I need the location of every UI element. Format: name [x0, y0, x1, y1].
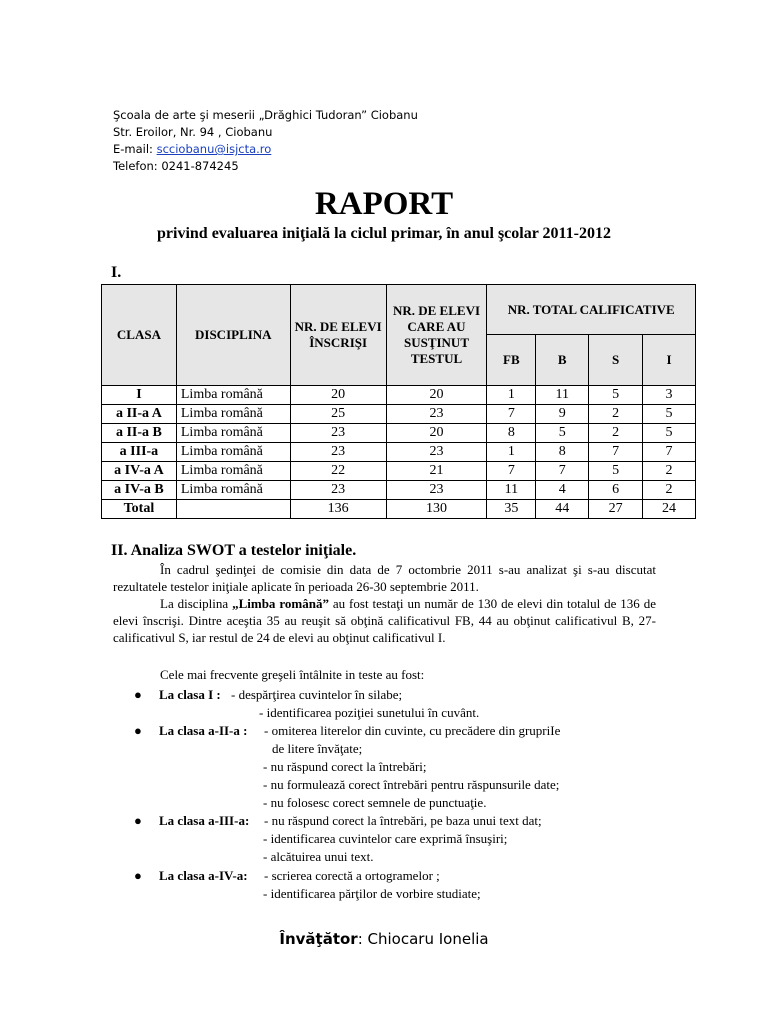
cell-i: 2	[643, 481, 696, 500]
cell-fb: 1	[487, 386, 536, 405]
cell-s: 2	[589, 405, 643, 424]
error-line: - alcătuirea unui text.	[263, 849, 374, 864]
cell-total-s: 27	[589, 500, 643, 519]
error-line: - nu răspund corect la întrebări, pe baza unui text dat;	[264, 813, 542, 828]
error-line: - identificarea poziţiei sunetului în cuvânt.	[259, 705, 480, 720]
cell-fb: 1	[487, 443, 536, 462]
header-inscrisi: NR. DE ELEVI ÎNSCRIŞI	[290, 285, 386, 386]
error-line: - identificarea părţilor de vorbire studiate;	[263, 886, 481, 901]
header-clasa: CLASA	[102, 285, 177, 386]
cell-disciplina: Limba română	[176, 462, 290, 481]
results-table	[101, 284, 696, 519]
cell-sustinut: 21	[386, 462, 487, 481]
cell-i: 2	[643, 462, 696, 481]
error-line: - nu răspund corect la întrebări;	[263, 759, 427, 774]
errors-lead: Cele mai frecvente greşeli întâlnite in teste au fost:	[160, 667, 425, 682]
cell-inscrisi: 25	[290, 405, 386, 424]
cell-clasa: a IV-a B	[102, 481, 177, 500]
cell-s: 7	[589, 443, 643, 462]
cell-disciplina: Limba română	[176, 405, 290, 424]
bullet-icon: ●	[134, 813, 142, 828]
cell-s: 6	[589, 481, 643, 500]
error-line: - nu formulează corect întrebări pentru răspunsurile date;	[263, 777, 560, 792]
cell-inscrisi: 22	[290, 462, 386, 481]
cell-disciplina: Limba română	[176, 386, 290, 405]
paragraph-1: În cadrul şedinţei de comisie din data de 7 octombrie 2011 s-au analizat şi s-au discutat rezultatele testelor iniţiale aplicate în perioada 26-30 septembrie 2011.	[113, 562, 656, 594]
report-title: RAPORT	[314, 186, 454, 222]
cell-disciplina: Limba română	[176, 481, 290, 500]
bullet-icon: ●	[134, 687, 142, 702]
bullet-icon: ●	[134, 723, 142, 738]
header-i: I	[643, 335, 696, 386]
cell-fb: 8	[487, 424, 536, 443]
cell-total-disciplina	[176, 500, 290, 519]
cell-sustinut: 23	[386, 481, 487, 500]
cell-total-inscrisi: 136	[290, 500, 386, 519]
email-label: E-mail:	[113, 142, 157, 156]
cell-b: 5	[536, 424, 589, 443]
section-1-heading: I.	[111, 264, 122, 281]
header-calificative: NR. TOTAL CALIFICATIVE	[487, 285, 696, 335]
header-fb: FB	[487, 335, 536, 386]
cell-i: 3	[643, 386, 696, 405]
cell-s: 5	[589, 462, 643, 481]
signature-name: Chiocaru Ionelia	[367, 930, 489, 948]
paragraph-2-post: au fost testaţi un număr de 130 de elevi din totalul de 136 de elevi înscrişi. Dintre aceştia 35 au reuşit să obţină calificativul FB, 44 au obţinut calificativul B, 27- calificativul S, iar restul de 24 de elevi au obţinut calificativul I.	[113, 596, 656, 645]
cell-inscrisi: 20	[290, 386, 386, 405]
school-phone: Telefon: 0241-874245	[113, 159, 239, 173]
table-row	[102, 386, 696, 405]
cell-b: 11	[536, 386, 589, 405]
cell-clasa: I	[102, 386, 177, 405]
error-group-label: La clasa a-III-a:	[159, 813, 250, 828]
school-header	[113, 107, 418, 175]
school-email-line	[113, 141, 418, 158]
cell-sustinut: 20	[386, 424, 487, 443]
cell-inscrisi: 23	[290, 481, 386, 500]
error-group-label: La clasa a-II-a :	[159, 723, 248, 738]
cell-b: 9	[536, 405, 589, 424]
signature-separator: :	[357, 930, 368, 948]
cell-s: 5	[589, 386, 643, 405]
cell-clasa: a II-a B	[102, 424, 177, 443]
cell-i: 5	[643, 424, 696, 443]
cell-disciplina: Limba română	[176, 424, 290, 443]
paragraph-2-subject: „Limba română”	[232, 596, 329, 611]
bullet-icon: ●	[134, 868, 142, 883]
error-group-label: La clasa I :	[159, 687, 221, 702]
cell-b: 8	[536, 443, 589, 462]
cell-clasa: a III-a	[102, 443, 177, 462]
signature-line	[0, 930, 768, 948]
cell-sustinut: 20	[386, 386, 487, 405]
cell-fb: 11	[487, 481, 536, 500]
table-row	[102, 481, 696, 500]
cell-total-i: 24	[643, 500, 696, 519]
signature-label: Învăţător	[279, 930, 358, 948]
error-line: - scrierea corectă a ortogramelor ;	[264, 868, 440, 883]
cell-b: 4	[536, 481, 589, 500]
cell-fb: 7	[487, 462, 536, 481]
cell-total-sustinut: 130	[386, 500, 487, 519]
cell-total-b: 44	[536, 500, 589, 519]
cell-total-fb: 35	[487, 500, 536, 519]
error-line: de litere învăţate;	[272, 741, 363, 756]
cell-s: 2	[589, 424, 643, 443]
cell-fb: 7	[487, 405, 536, 424]
header-s: S	[589, 335, 643, 386]
error-line: - nu folosesc corect semnele de punctuaţie.	[263, 795, 487, 810]
table-row	[102, 405, 696, 424]
section-2-heading: II. Analiza SWOT a testelor iniţiale.	[111, 542, 357, 559]
cell-clasa: a IV-a A	[102, 462, 177, 481]
cell-clasa: a II-a A	[102, 405, 177, 424]
email-link[interactable]: scciobanu@isjcta.ro	[156, 142, 272, 156]
paragraph-2	[113, 595, 656, 646]
cell-sustinut: 23	[386, 405, 487, 424]
cell-sustinut: 23	[386, 443, 487, 462]
table-row	[102, 443, 696, 462]
school-address: Str. Eroilor, Nr. 94 , Ciobanu	[113, 125, 273, 139]
analysis-text	[113, 561, 656, 646]
table-row	[102, 462, 696, 481]
header-sustinut: NR. DE ELEVI CARE AU SUSŢINUT TESTUL	[386, 285, 487, 386]
error-line: - identificarea cuvintelor care exprimă însuşiri;	[263, 831, 508, 846]
cell-inscrisi: 23	[290, 443, 386, 462]
paragraph-2-pre: La disciplina	[160, 596, 233, 611]
school-name: Şcoala de arte şi meserii „Drăghici Tudoran” Ciobanu	[113, 108, 418, 122]
cell-inscrisi: 23	[290, 424, 386, 443]
table-total-row	[102, 500, 696, 519]
header-b: B	[536, 335, 589, 386]
header-disciplina: DISCIPLINA	[176, 285, 290, 386]
cell-disciplina: Limba română	[176, 443, 290, 462]
table-row	[102, 424, 696, 443]
report-subtitle: privind evaluarea iniţială la ciclul primar, în anul şcolar 2011-2012	[157, 225, 611, 242]
cell-i: 5	[643, 405, 696, 424]
cell-b: 7	[536, 462, 589, 481]
error-line: - despărţirea cuvintelor în silabe;	[231, 687, 403, 702]
cell-total-label: Total	[102, 500, 177, 519]
error-line: - omiterea literelor din cuvinte, cu precădere din grupriIe	[264, 723, 561, 738]
error-group-label: La clasa a-IV-a:	[159, 868, 248, 883]
cell-i: 7	[643, 443, 696, 462]
